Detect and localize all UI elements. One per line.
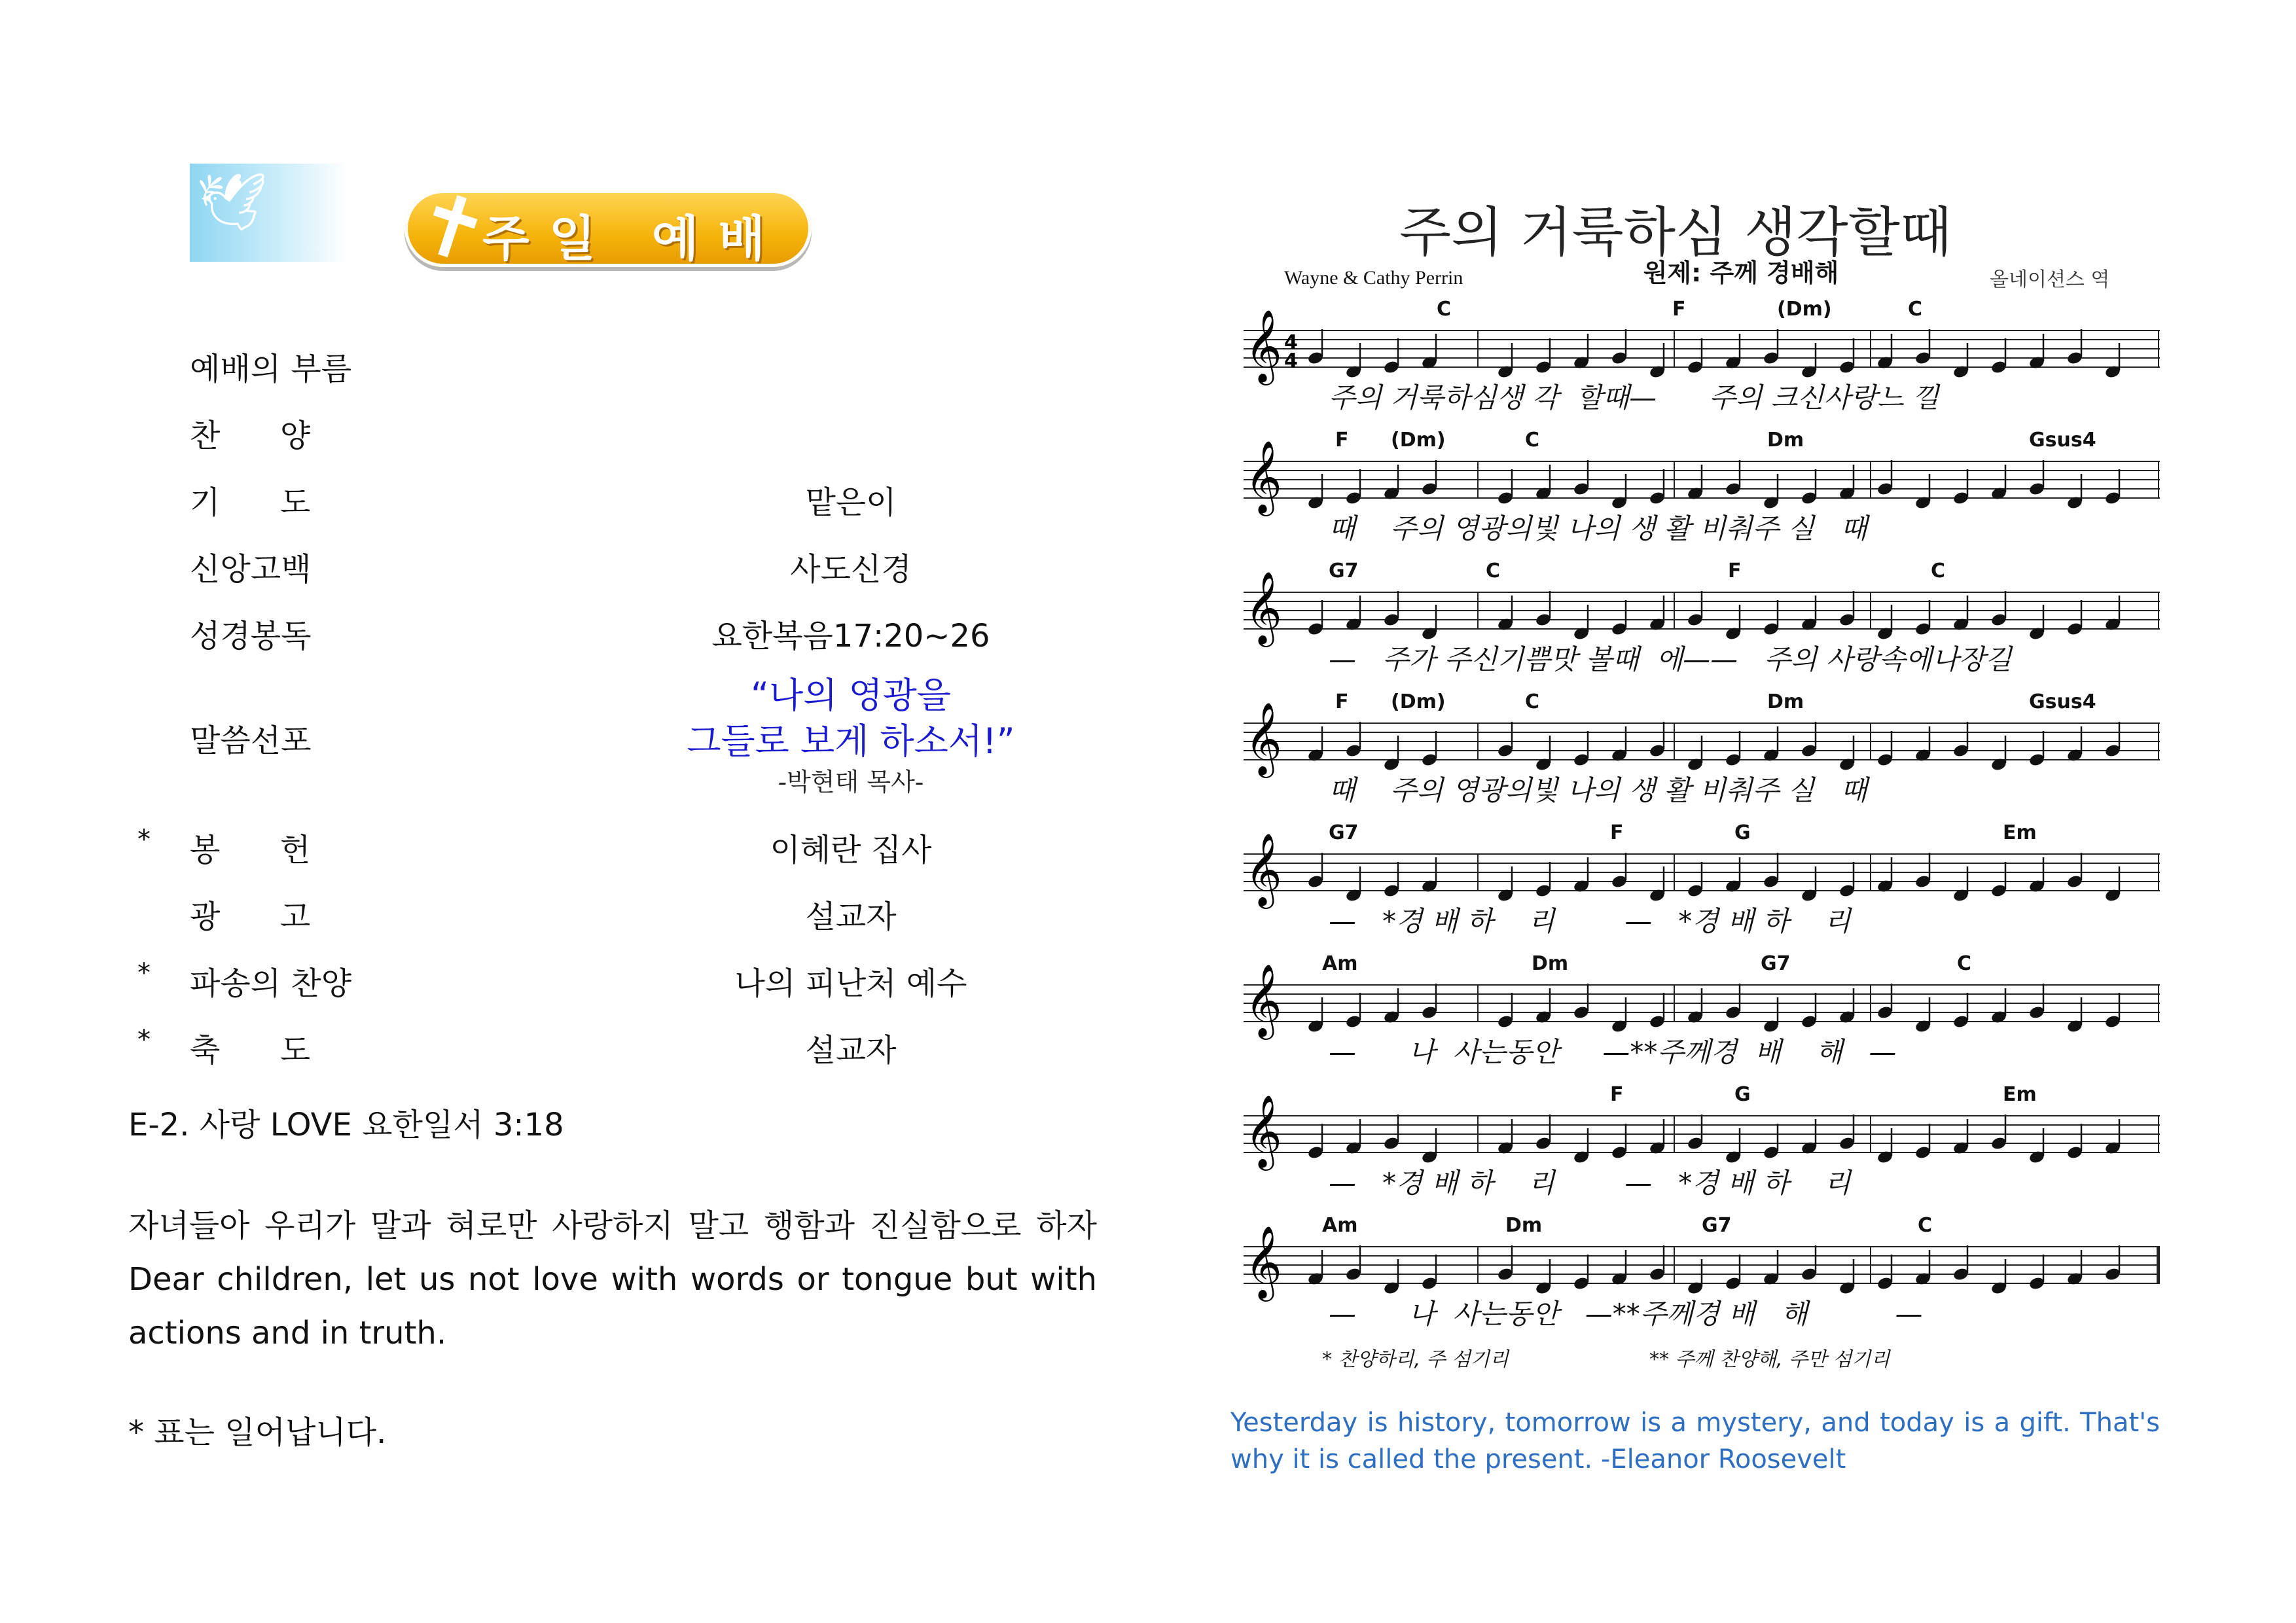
order-row [0, 825, 1113, 868]
chord-symbol: G [1734, 1083, 1751, 1106]
banner-label: 주일 예배 [482, 211, 785, 267]
order-row [0, 891, 1113, 935]
order-item: 봉 헌 [190, 832, 311, 868]
chord-symbol: C [1525, 690, 1540, 713]
cross-icon: ✝ [403, 169, 501, 287]
treble-clef-icon: 𝄞 [1245, 1094, 1282, 1168]
lyric-line: — *경 배 하 리 — *경 배 하 리 [1329, 905, 1851, 937]
order-row [0, 410, 1113, 454]
time-signature: 4 [1284, 349, 1298, 372]
chord-symbol: F [1335, 429, 1349, 452]
dove-icon: 🕊 [196, 169, 268, 235]
chord-symbol: Em [2003, 1083, 2037, 1106]
order-item: 말씀선포 [190, 722, 312, 759]
order-item: 기 도 [190, 484, 311, 521]
stand-marker: * [137, 825, 151, 855]
song-original-title: 원제: 주께 경배해 [1643, 259, 1839, 287]
chord-symbol: G [1734, 821, 1751, 844]
order-row [0, 477, 1113, 521]
lyric-line: — 주가 주신기쁨맛 볼때 에—— 주의 사랑속에나장길 [1329, 643, 2012, 675]
chord-symbol: G7 [1329, 560, 1359, 582]
chord-symbol: G7 [1761, 952, 1791, 975]
chord-symbol: Am [1322, 952, 1358, 975]
stand-note: * 표는 일어납니다. [128, 1414, 387, 1451]
lyric-line: — 나 사는동안 —**주께경 배 해 — [1329, 1298, 1923, 1330]
order-item: 파송의 찬양 [190, 965, 352, 1002]
chord-symbol: Dm [1767, 690, 1804, 713]
sermon-title-line: “나의 영광을 [751, 675, 951, 716]
chord-symbol: C [1931, 560, 1946, 582]
order-item: 찬 양 [190, 418, 311, 454]
treble-clef-icon: 𝄞 [1245, 440, 1282, 513]
footnote-double: ** 주께 찬양해, 주만 섬기리 [1649, 1348, 1890, 1371]
lyric-line: 때 주의 영광의빛 나의 생 활 비춰주 실 때 [1329, 774, 1867, 806]
chord-symbol: G7 [1702, 1214, 1732, 1237]
chord-symbol: (Dm) [1777, 298, 1832, 321]
chord-symbol: Em [2003, 821, 2037, 844]
order-value: 나의 피난처 예수 [734, 965, 967, 1002]
sermon-title-line: 그들로 보게 하소서!” [687, 721, 1015, 762]
order-row [0, 958, 1113, 1002]
song-translator: 올네이션스 역 [1990, 268, 2110, 291]
order-item: 축 도 [190, 1032, 311, 1069]
song-title: 주의 거룩하심 생각할때 [1399, 202, 1952, 264]
order-row [0, 344, 1113, 387]
sermon-preacher: -박현태 목사- [778, 768, 924, 796]
chord-symbol: Dm [1767, 429, 1804, 452]
service-banner [403, 169, 812, 287]
treble-clef-icon: 𝄞 [1245, 309, 1282, 382]
order-value: 사도신경 [790, 551, 912, 588]
chord-symbol: F [1335, 690, 1349, 713]
verse-text: 자녀들아 우리가 말과 혀로만 사랑하지 말고 행함과 진실함으로 하자 Dear children, let us not love with words or tongue but with actions and in truth. [128, 1207, 1097, 1351]
chord-symbol: C [1918, 1214, 1933, 1237]
chord-symbol: Am [1322, 1214, 1358, 1237]
sermon-title [628, 673, 1073, 764]
chord-symbol: C [1437, 298, 1452, 321]
chord-symbol: Gsus4 [2029, 429, 2096, 452]
treble-clef-icon: 𝄞 [1245, 1225, 1282, 1298]
order-row [0, 1025, 1113, 1069]
lyric-line: 때 주의 영광의빛 나의 생 활 비춰주 실 때 [1329, 512, 1867, 544]
treble-clef-icon: 𝄞 [1245, 702, 1282, 775]
lyric-line: — *경 배 하 리 — *경 배 하 리 [1329, 1167, 1851, 1199]
chord-symbol: C [1525, 429, 1540, 452]
order-value: 요한복음17:20~26 [711, 618, 990, 654]
stand-marker: * [137, 1025, 151, 1055]
treble-clef-icon: 𝄞 [1245, 963, 1282, 1037]
stand-marker: * [137, 958, 151, 988]
chord-symbol: F [1728, 560, 1742, 582]
chord-symbol: Dm [1532, 952, 1569, 975]
verse-reference: E-2. 사랑 LOVE 요한일서 3:18 [128, 1107, 564, 1143]
chord-symbol: (Dm) [1391, 429, 1446, 452]
order-value: 이혜란 집사 [770, 832, 932, 868]
order-item: 성경봉독 [190, 618, 312, 654]
order-value: 맡은이 [805, 484, 897, 521]
lyric-line: 주의 거룩하심생 각 할때— 주의 크신사랑느 낄 [1329, 382, 1939, 414]
chord-symbol: Gsus4 [2029, 690, 2096, 713]
footnote-single: * 찬양하리, 주 섬기리 [1322, 1348, 1509, 1371]
header-decoration [190, 164, 347, 262]
chord-symbol: F [1672, 298, 1686, 321]
chord-symbol: C [1908, 298, 1923, 321]
treble-clef-icon: 𝄞 [1245, 832, 1282, 906]
order-value: 설교자 [805, 1032, 897, 1069]
chord-symbol: F [1610, 821, 1624, 844]
treble-clef-icon: 𝄞 [1245, 571, 1282, 644]
lyric-line: — 나 사는동안 —**주께경 배 해 — [1329, 1036, 1897, 1068]
song-composer: Wayne & Cathy Perrin [1284, 267, 1463, 289]
chord-symbol: (Dm) [1391, 690, 1446, 713]
quote: Yesterday is history, tomorrow is a mystery, and today is a gift. That's why it is called the present. -Eleanor Roosevelt [1230, 1408, 2160, 1474]
order-row [0, 544, 1113, 588]
order-item: 신앙고백 [190, 551, 312, 588]
time-signature: 4 [1284, 331, 1298, 354]
order-item: 예배의 부름 [190, 351, 352, 387]
chord-symbol: G7 [1329, 821, 1359, 844]
chord-symbol: C [1957, 952, 1972, 975]
order-value: 설교자 [805, 899, 897, 935]
chord-symbol: F [1610, 1083, 1624, 1106]
chord-symbol: C [1486, 560, 1501, 582]
order-item: 광 고 [190, 899, 311, 935]
order-row [0, 611, 1113, 654]
chord-symbol: Dm [1505, 1214, 1543, 1237]
